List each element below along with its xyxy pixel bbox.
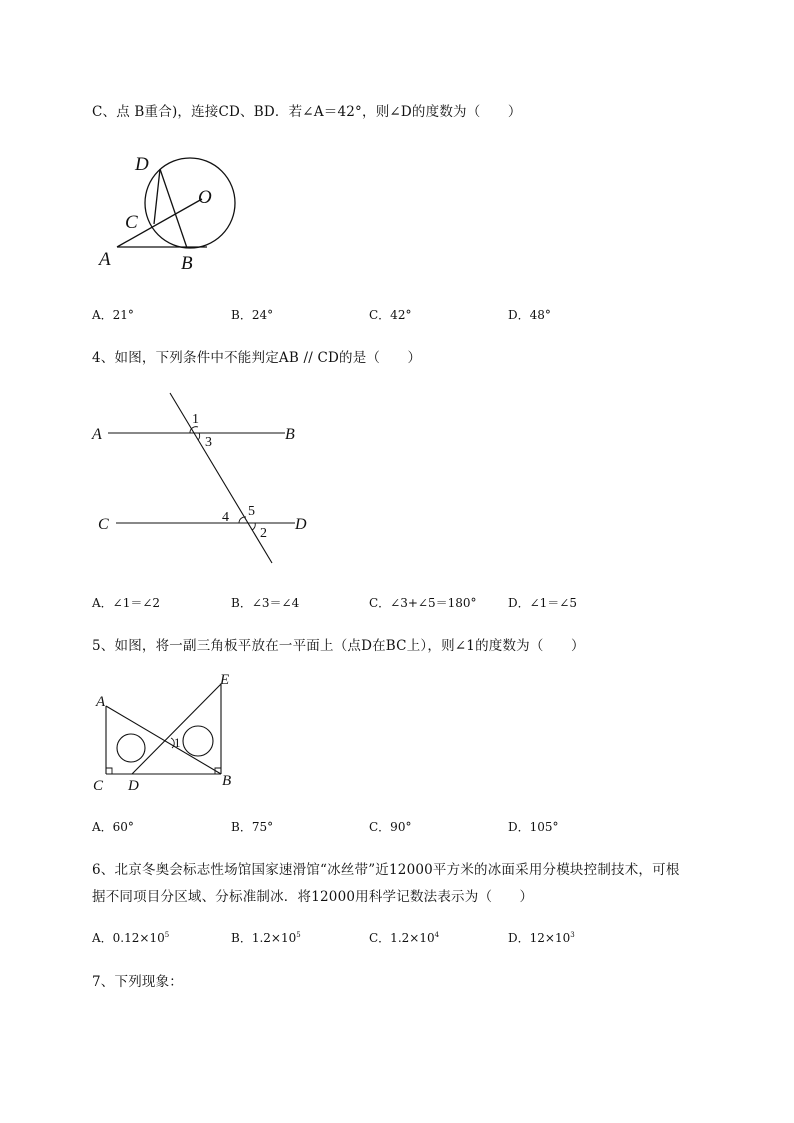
q4-label-1: 1	[192, 412, 199, 427]
q4-angle-arc-2	[252, 523, 255, 530]
q6-option-c[interactable]	[369, 929, 439, 946]
q4-label-b: B	[285, 426, 295, 443]
q3-figure	[95, 145, 255, 275]
q5-right-angle-c	[106, 768, 112, 774]
q4-option-c[interactable]: C．∠3+∠5＝180°	[369, 596, 477, 610]
q6-option-a[interactable]	[92, 929, 169, 946]
q5-line-ab	[106, 706, 221, 774]
q5-figure	[88, 668, 248, 796]
q3-option-d[interactable]: D．48°	[508, 308, 551, 322]
q6-stem-line2: 据不同项目分区域、分标准制冰．将12000用科学记数法表示为（ ）	[92, 889, 534, 905]
q4-option-a[interactable]: A．∠1＝∠2	[92, 596, 161, 610]
q5-option-a[interactable]: A．60°	[92, 820, 134, 834]
q4-label-d: D	[295, 516, 307, 533]
q6-option-c-base: C．1.2×10	[369, 931, 435, 945]
q5-hole-right	[183, 726, 213, 756]
q5-option-b[interactable]: B．75°	[231, 820, 274, 834]
q6-stem-line1: 6、北京冬奥会标志性场馆国家速滑馆“冰丝带”近12000平方米的冰面采用分模块控制技术，可根	[92, 862, 680, 878]
q6-option-d-exp: 3	[570, 931, 575, 939]
q7-stem: 7、下列现象：	[92, 974, 183, 990]
q4-option-d[interactable]: D．∠1＝∠5	[508, 596, 578, 610]
q4-label-a: A	[92, 426, 102, 443]
q4-label-3: 3	[205, 435, 212, 450]
q6-option-b[interactable]	[231, 929, 301, 946]
q4-stem: 4、如图，下列条件中不能判定AB // CD的是（ ）	[92, 350, 422, 366]
q4-label-2: 2	[260, 526, 267, 541]
q4-label-c: C	[98, 516, 109, 533]
q6-option-a-exp: 5	[164, 931, 170, 939]
q3-label-b: B	[181, 253, 193, 274]
q3-line-dc	[154, 169, 160, 224]
q5-stem: 5、如图，将一副三角板平放在一平面上（点D在BC上），则∠1的度数为（ ）	[92, 638, 585, 654]
q3-option-a[interactable]: A．21°	[92, 308, 134, 322]
q3-label-a: A	[99, 249, 111, 270]
q5-option-d[interactable]: D．105°	[508, 820, 559, 834]
q6-option-a-base: A．0.12×10	[92, 931, 165, 945]
q4-angle-arc-3	[198, 433, 200, 440]
q3-label-d: D	[135, 154, 149, 175]
q6-option-d[interactable]	[508, 929, 575, 946]
q6-option-b-exp: 5	[296, 931, 301, 939]
q5-label-1: 1	[174, 735, 181, 750]
q4-label-4: 4	[222, 510, 229, 525]
q5-label-e: E	[220, 672, 230, 688]
q6-option-d-base: D．12×10	[508, 931, 571, 945]
q3-option-c[interactable]: C．42°	[369, 308, 412, 322]
q5-label-a: A	[96, 694, 106, 710]
q5-hole-left	[117, 734, 145, 762]
q6-option-c-exp: 4	[434, 931, 440, 939]
q3-circle	[145, 158, 235, 248]
q4-option-b[interactable]: B．∠3＝∠4	[231, 596, 300, 610]
q5-label-b: B	[222, 773, 232, 789]
q4-figure	[90, 385, 320, 570]
q6-option-b-base: B．1.2×10	[231, 931, 297, 945]
q5-label-c: C	[93, 778, 104, 794]
q5-label-d: D	[128, 778, 139, 794]
q3-label-o: O	[198, 187, 212, 208]
q3-line-db	[160, 169, 187, 248]
q3-stem: C、点 B重合)，连接CD、BD．若∠A＝42°，则∠D的度数为（ ）	[92, 104, 522, 120]
q4-transversal	[170, 393, 272, 563]
q4-label-5: 5	[248, 504, 255, 519]
q3-option-b[interactable]: B．24°	[231, 308, 274, 322]
q3-label-c: C	[125, 212, 138, 233]
q5-option-c[interactable]: C．90°	[369, 820, 412, 834]
